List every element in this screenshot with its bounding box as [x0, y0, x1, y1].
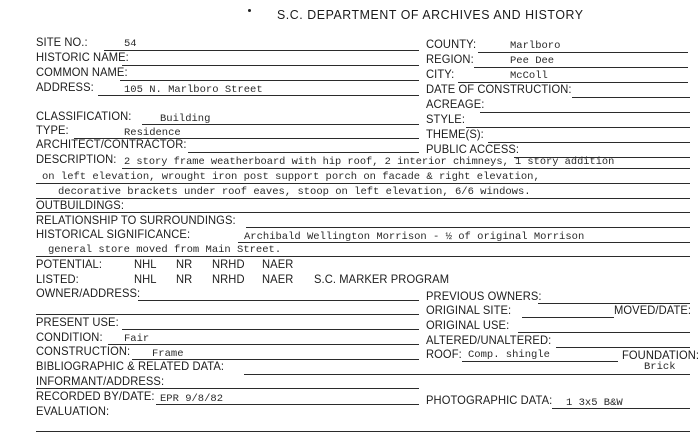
foundation-label: FOUNDATION:	[622, 348, 700, 362]
county-label: COUNTY:	[426, 37, 477, 51]
address-line	[98, 95, 419, 96]
address-label: ADDRESS:	[36, 80, 94, 94]
city-label: CITY:	[426, 67, 455, 81]
date-construction-label: DATE OF CONSTRUCTION:	[426, 82, 572, 96]
style-label: STYLE:	[426, 112, 466, 126]
evaluation-label: EVALUATION:	[36, 404, 110, 418]
acreage-label: ACREAGE:	[426, 97, 485, 111]
historic-name-label: HISTORIC NAME:	[36, 50, 129, 64]
description-rule-3	[36, 198, 690, 199]
potential-label: POTENTIAL:	[36, 257, 103, 271]
relationship-label: RELATIONSHIP TO SURROUNDINGS:	[36, 213, 236, 227]
county-value: Marlboro	[510, 40, 561, 52]
region-value: Pee Dee	[510, 55, 555, 67]
type-label: TYPE:	[36, 123, 69, 137]
construction-value: Frame	[152, 348, 184, 360]
present-use-label: PRESENT USE:	[36, 315, 119, 329]
listed-label: LISTED:	[36, 272, 79, 286]
foundation-value: Brick	[644, 361, 676, 373]
historical-significance-line-1: Archibald Wellington Morrison - ½ of original Morrison	[244, 231, 585, 243]
description-line-2: on left elevation, wrought iron post support porch on facade & right elevation,	[42, 171, 540, 183]
potential-nhl: NHL	[134, 257, 157, 271]
historical-significance-rule-1	[238, 242, 690, 243]
classification-value: Building	[160, 113, 211, 125]
outbuildings-label: OUTBUILDINGS:	[36, 198, 125, 212]
region-label: REGION:	[426, 52, 474, 66]
description-line-1: 2 story frame weatherboard with hip roof, 2 interior chimneys, 1 story addition	[124, 156, 615, 168]
description-rule-2	[36, 183, 690, 184]
recorded-label: RECORDED BY/DATE:	[36, 389, 155, 403]
acreage-line	[480, 112, 690, 113]
construction-label: CONSTRUCTION:	[36, 344, 131, 358]
roof-line	[462, 361, 618, 362]
listed-nhl: NHL	[134, 272, 157, 286]
original-site-line	[522, 317, 614, 318]
roof-label: ROOF:	[426, 347, 462, 361]
altered-label: ALTERED/UNALTERED:	[426, 333, 552, 347]
previous-owners-label: PREVIOUS OWNERS:	[426, 289, 542, 303]
site-no-label: SITE NO.:	[36, 35, 88, 49]
potential-naer: NAER	[262, 257, 294, 271]
site-no-line	[104, 50, 419, 51]
bibliographic-label: BIBLIOGRAPHIC & RELATED DATA:	[36, 359, 225, 373]
owner-address-label: OWNER/ADDRESS:	[36, 286, 141, 300]
roof-value: Comp. shingle	[468, 349, 550, 361]
potential-nr: NR	[176, 257, 193, 271]
architect-line	[188, 152, 419, 153]
region-line	[474, 67, 688, 68]
photographic-value: 1 3x5 B&W	[566, 397, 623, 409]
relationship-line	[246, 227, 690, 228]
description-rule-1	[122, 168, 690, 169]
marker-program: S.C. MARKER PROGRAM	[314, 272, 450, 286]
potential-nrhd: NRHD	[212, 257, 245, 271]
recorded-line	[156, 404, 419, 405]
common-name-label: COMMON NAME:	[36, 65, 128, 79]
public-access-label: PUBLIC ACCESS:	[426, 142, 520, 156]
common-name-line	[120, 80, 419, 81]
photographic-label: PHOTOGRAPHIC DATA:	[426, 393, 553, 407]
site-no-value: 54	[124, 38, 137, 50]
evaluation-line	[36, 431, 690, 432]
city-value: McColl	[510, 70, 548, 82]
classification-line	[142, 124, 419, 125]
type-value: Residence	[124, 127, 181, 139]
present-use-line	[122, 329, 419, 330]
condition-line	[108, 344, 419, 345]
classification-label: CLASSIFICATION:	[36, 109, 132, 123]
photographic-line	[552, 408, 690, 409]
original-site-label: ORIGINAL SITE:	[426, 303, 512, 317]
date-construction-line	[572, 97, 690, 98]
recorded-value: EPR 9/8/82	[160, 393, 224, 405]
listed-nr: NR	[176, 272, 193, 286]
owner-address-line	[138, 300, 419, 301]
condition-label: CONDITION:	[36, 330, 103, 344]
bibliographic-line	[244, 374, 690, 375]
informant-label: INFORMANT/ADDRESS:	[36, 374, 165, 388]
style-line	[466, 127, 690, 128]
description-line-3: decorative brackets under roof eaves, stoop on left elevation, 6/6 windows.	[58, 186, 531, 198]
description-label: DESCRIPTION:	[36, 152, 117, 166]
historical-significance-label: HISTORICAL SIGNIFICANCE:	[36, 227, 191, 241]
county-line	[478, 52, 688, 53]
address-value: 105 N. Marlboro Street	[124, 84, 263, 96]
listed-nrhd: NRHD	[212, 272, 245, 286]
page-title: S.C. DEPARTMENT OF ARCHIVES AND HISTORY	[277, 7, 584, 22]
original-use-label: ORIGINAL USE:	[426, 318, 510, 332]
historical-significance-line-2: general store moved from Main Street.	[48, 244, 282, 256]
historic-name-line	[122, 65, 419, 66]
architect-label: ARCHITECT/CONTRACTOR:	[36, 137, 187, 151]
condition-value: Fair	[124, 333, 150, 345]
theme-label: THEME(S):	[426, 127, 484, 141]
ink-dot	[248, 9, 251, 12]
moved-date-label: MOVED/DATE:	[614, 303, 692, 317]
listed-naer: NAER	[262, 272, 294, 286]
